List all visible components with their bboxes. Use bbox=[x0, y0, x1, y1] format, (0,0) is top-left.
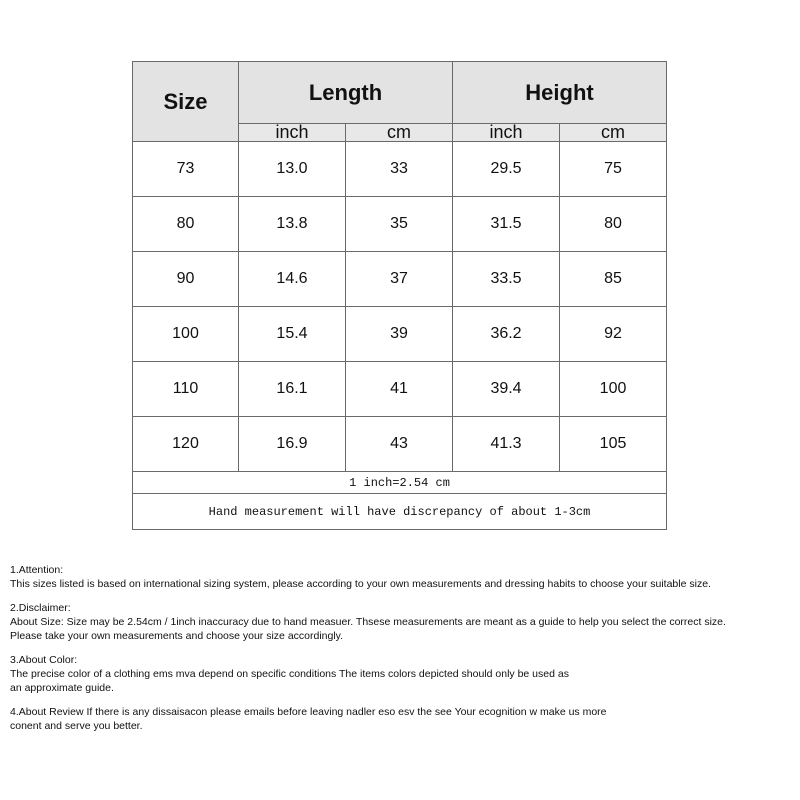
length-inch-cell: 15.4 bbox=[239, 307, 346, 362]
height-inch-cell: 39.4 bbox=[453, 362, 560, 417]
length-inch-cell: 16.1 bbox=[239, 362, 346, 417]
note-line: This sizes listed is based on international sizing system, please according to your own measurements and dressing habits to choose your suitable size. bbox=[10, 578, 711, 590]
conversion-note-row bbox=[133, 472, 667, 494]
length-inch-cell: 13.0 bbox=[239, 142, 346, 197]
header-size: Size bbox=[133, 62, 239, 142]
unit-height-inch: inch bbox=[453, 124, 560, 142]
table-row bbox=[133, 417, 667, 472]
height-cm-cell: 105 bbox=[560, 417, 667, 472]
header-height: Height bbox=[453, 62, 667, 124]
height-inch-cell: 41.3 bbox=[453, 417, 560, 472]
table-row bbox=[133, 197, 667, 252]
note-about-color bbox=[10, 653, 800, 695]
table-row bbox=[133, 252, 667, 307]
table-row bbox=[133, 142, 667, 197]
note-line: Please take your own measurements and choose your size accordingly. bbox=[10, 630, 344, 642]
size-cell: 90 bbox=[133, 252, 239, 307]
height-cm-cell: 100 bbox=[560, 362, 667, 417]
unit-height-cm: cm bbox=[560, 124, 667, 142]
note-title: 4.About Review If there is any dissaisacon please emails before leaving nadler eso esv the see Your ecognition w make us more bbox=[10, 706, 607, 718]
size-cell: 100 bbox=[133, 307, 239, 362]
note-about-review bbox=[10, 705, 800, 733]
measurement-note-row bbox=[133, 494, 667, 530]
length-cm-cell: 43 bbox=[346, 417, 453, 472]
note-title: 3.About Color: bbox=[10, 654, 78, 666]
length-cm-cell: 35 bbox=[346, 197, 453, 252]
note-line: conent and serve you better. bbox=[10, 720, 143, 732]
height-cm-cell: 75 bbox=[560, 142, 667, 197]
height-inch-cell: 31.5 bbox=[453, 197, 560, 252]
height-cm-cell: 85 bbox=[560, 252, 667, 307]
note-title: 1.Attention: bbox=[10, 564, 64, 576]
table-row bbox=[133, 362, 667, 417]
note-attention bbox=[10, 563, 800, 591]
height-inch-cell: 33.5 bbox=[453, 252, 560, 307]
length-cm-cell: 41 bbox=[346, 362, 453, 417]
size-cell: 73 bbox=[133, 142, 239, 197]
note-disclaimer bbox=[10, 601, 800, 643]
table-row bbox=[133, 307, 667, 362]
length-inch-cell: 13.8 bbox=[239, 197, 346, 252]
conversion-note: 1 inch=2.54 cm bbox=[133, 472, 667, 494]
length-inch-cell: 16.9 bbox=[239, 417, 346, 472]
size-cell: 80 bbox=[133, 197, 239, 252]
height-cm-cell: 80 bbox=[560, 197, 667, 252]
table-header-row bbox=[133, 62, 667, 124]
length-cm-cell: 39 bbox=[346, 307, 453, 362]
height-cm-cell: 92 bbox=[560, 307, 667, 362]
header-length: Length bbox=[239, 62, 453, 124]
note-title: 2.Disclaimer: bbox=[10, 602, 71, 614]
note-line: About Size: Size may be 2.54cm / 1inch inaccuracy due to hand measuer. Thsese measurements are meant as a guide to help you select the correct size. bbox=[10, 616, 726, 628]
length-inch-cell: 14.6 bbox=[239, 252, 346, 307]
unit-length-cm: cm bbox=[346, 124, 453, 142]
size-cell: 110 bbox=[133, 362, 239, 417]
notes-section bbox=[10, 563, 800, 743]
note-line: The precise color of a clothing ems mva depend on specific conditions The items colors depicted should only be used as bbox=[10, 668, 569, 680]
height-inch-cell: 36.2 bbox=[453, 307, 560, 362]
length-cm-cell: 33 bbox=[346, 142, 453, 197]
measurement-note: Hand measurement will have discrepancy of about 1-3cm bbox=[133, 494, 667, 530]
size-chart-table bbox=[132, 61, 667, 530]
size-cell: 120 bbox=[133, 417, 239, 472]
unit-length-inch: inch bbox=[239, 124, 346, 142]
height-inch-cell: 29.5 bbox=[453, 142, 560, 197]
length-cm-cell: 37 bbox=[346, 252, 453, 307]
note-line: an approximate guide. bbox=[10, 682, 114, 694]
